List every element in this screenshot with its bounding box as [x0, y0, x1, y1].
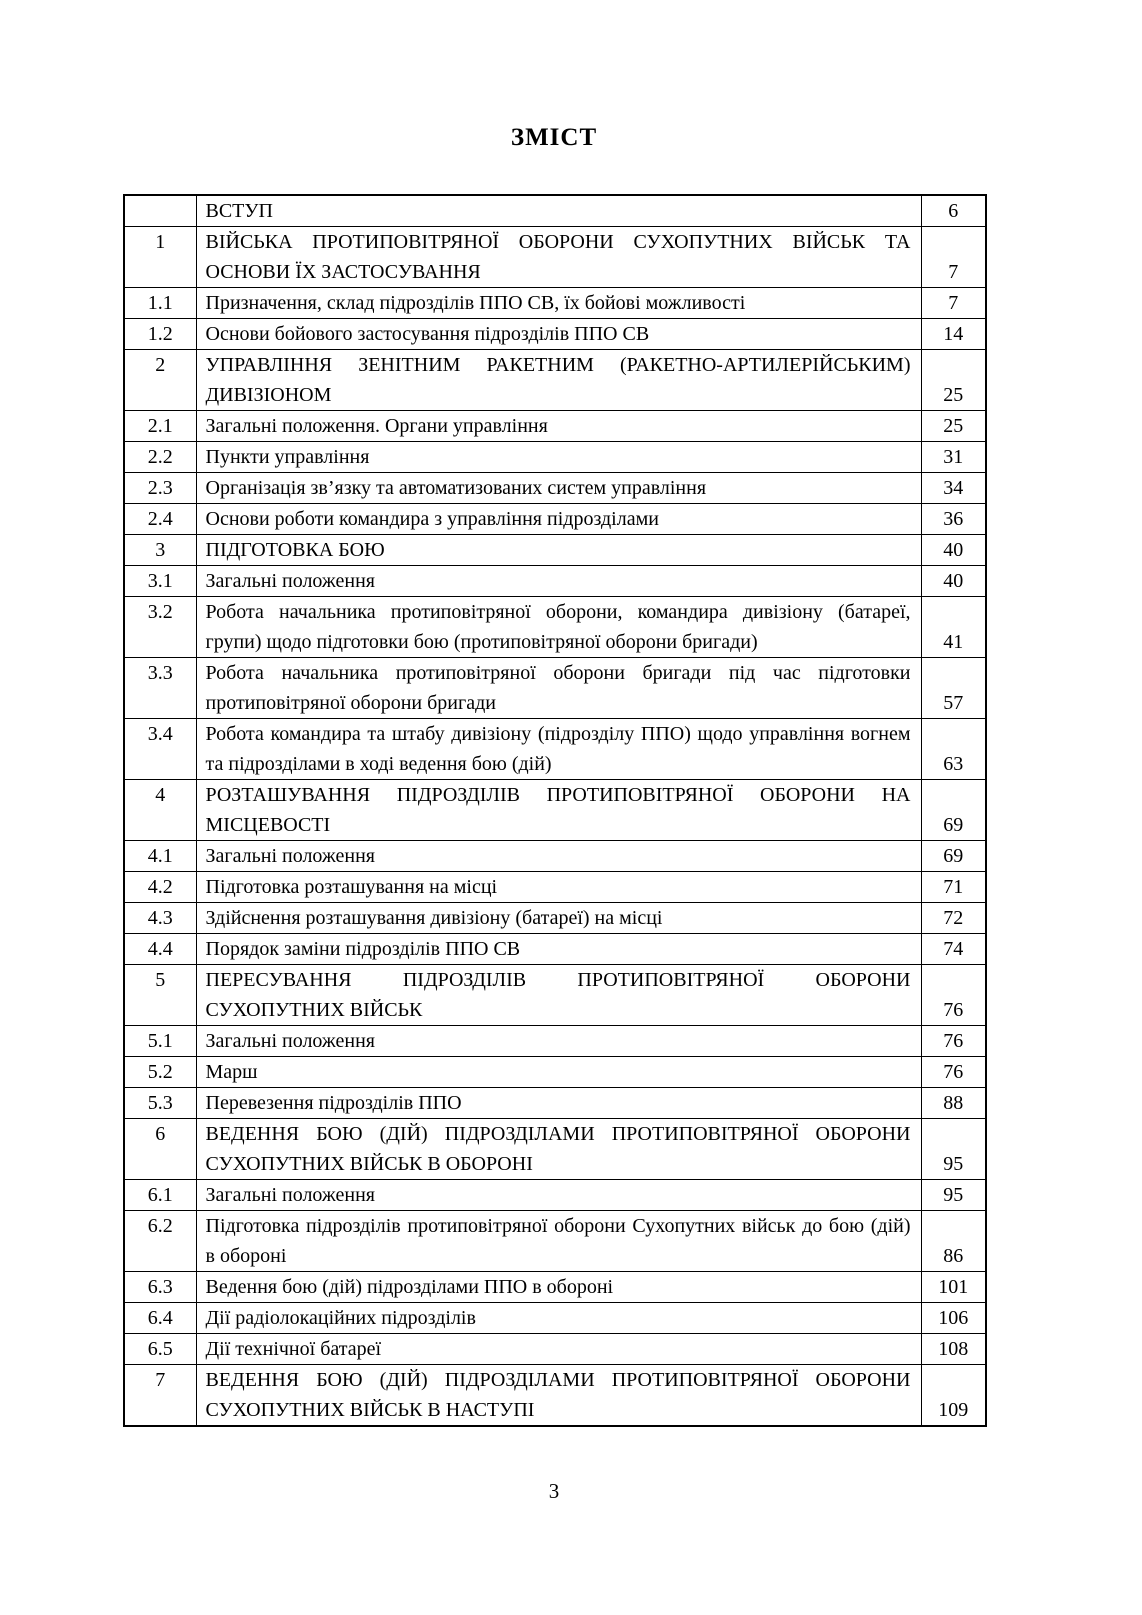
toc-row-page: 86	[921, 1211, 986, 1272]
toc-row-page: 101	[921, 1272, 986, 1303]
toc-row	[124, 411, 986, 442]
toc-row	[124, 841, 986, 872]
toc-row-number: 3.3	[124, 658, 196, 719]
toc-row-number: 5.1	[124, 1026, 196, 1057]
toc-row	[124, 934, 986, 965]
toc-row-title: Основи роботи командира з управління підрозділами	[196, 504, 921, 535]
toc-row-number: 1	[124, 227, 196, 288]
toc-row	[124, 473, 986, 504]
toc-row-title: ВЕДЕННЯ БОЮ (ДІЙ) ПІДРОЗДІЛАМИ ПРОТИПОВІТРЯНОЇ ОБОРОНИ СУХОПУТНИХ ВІЙСЬК В ОБОРОНІ	[196, 1119, 921, 1180]
toc-row-title: Здійснення розташування дивізіону (батареї) на місці	[196, 903, 921, 934]
toc-row-page: 57	[921, 658, 986, 719]
toc-row-page: 88	[921, 1088, 986, 1119]
toc-row	[124, 1365, 986, 1427]
toc-row-title: Марш	[196, 1057, 921, 1088]
toc-row-number: 5.2	[124, 1057, 196, 1088]
toc-row-page: 69	[921, 780, 986, 841]
toc-row	[124, 872, 986, 903]
toc-row-title: ВСТУП	[196, 195, 921, 227]
toc-row-number: 1.1	[124, 288, 196, 319]
page-title: ЗМІСТ	[510, 124, 598, 151]
toc-row-page: 95	[921, 1119, 986, 1180]
toc-row-title: Основи бойового застосування підрозділів ППО СВ	[196, 319, 921, 350]
toc-row	[124, 1026, 986, 1057]
toc-row-title: Загальні положення	[196, 1026, 921, 1057]
toc-row-page: 106	[921, 1303, 986, 1334]
toc-row-number: 3.4	[124, 719, 196, 780]
toc-row-title: Організація зв’язку та автоматизованих систем управління	[196, 473, 921, 504]
toc-row-page: 41	[921, 597, 986, 658]
toc-row-page: 76	[921, 965, 986, 1026]
toc-row-title: РОЗТАШУВАННЯ ПІДРОЗДІЛІВ ПРОТИПОВІТРЯНОЇ ОБОРОНИ НА МІСЦЕВОСТІ	[196, 780, 921, 841]
toc-row-title: Призначення, склад підрозділів ППО СВ, їх бойові можливості	[196, 288, 921, 319]
toc-table-body	[124, 195, 986, 1426]
toc-row-title: Робота командира та штабу дивізіону (підрозділу ППО) щодо управління вогнем та підрозділами в ході ведення бою (дій)	[196, 719, 921, 780]
toc-row-number: 2.3	[124, 473, 196, 504]
toc-row	[124, 597, 986, 658]
toc-row-title: Дії технічної батареї	[196, 1334, 921, 1365]
toc-row	[124, 442, 986, 473]
toc-row-number: 4.4	[124, 934, 196, 965]
toc-row	[124, 535, 986, 566]
toc-row-title: Порядок заміни підрозділів ППО СВ	[196, 934, 921, 965]
toc-row-page: 7	[921, 288, 986, 319]
toc-row-title: Загальні положення	[196, 1180, 921, 1211]
toc-row-number: 6	[124, 1119, 196, 1180]
toc-row-number: 2.1	[124, 411, 196, 442]
toc-row-number: 2.2	[124, 442, 196, 473]
toc-row-title: Ведення бою (дій) підрозділами ППО в обороні	[196, 1272, 921, 1303]
toc-row	[124, 658, 986, 719]
toc-row-number: 6.5	[124, 1334, 196, 1365]
toc-row	[124, 319, 986, 350]
toc-row-page: 31	[921, 442, 986, 473]
toc-row-title: УПРАВЛІННЯ ЗЕНІТНИМ РАКЕТНИМ (РАКЕТНО-АРТИЛЕРІЙСЬКИМ) ДИВІЗІОНОМ	[196, 350, 921, 411]
toc-row-number	[124, 195, 196, 227]
toc-row-number: 6.3	[124, 1272, 196, 1303]
toc-row-page: 25	[921, 411, 986, 442]
toc-row	[124, 1119, 986, 1180]
toc-row	[124, 903, 986, 934]
toc-row-title: Підготовка підрозділів протиповітряної оборони Сухопутних військ до бою (дій) в обороні	[196, 1211, 921, 1272]
toc-row	[124, 504, 986, 535]
toc-row-title: Підготовка розташування на місці	[196, 872, 921, 903]
toc-row	[124, 1088, 986, 1119]
toc-row-number: 6.4	[124, 1303, 196, 1334]
toc-row-page: 108	[921, 1334, 986, 1365]
toc-row-title: Загальні положення. Органи управління	[196, 411, 921, 442]
toc-row-page: 36	[921, 504, 986, 535]
toc-row-number: 3	[124, 535, 196, 566]
toc-row	[124, 719, 986, 780]
toc-row-title: Перевезення підрозділів ППО	[196, 1088, 921, 1119]
toc-row-page: 95	[921, 1180, 986, 1211]
toc-row	[124, 1334, 986, 1365]
toc-row-title: Робота начальника протиповітряної оборони, командира дивізіону (батареї, групи) щодо підготовки бою (протиповітряної оборони бригади)	[196, 597, 921, 658]
toc-row	[124, 195, 986, 227]
toc-row-page: 6	[921, 195, 986, 227]
toc-row-number: 5	[124, 965, 196, 1026]
toc-row-title: Робота начальника протиповітряної оборони бригади під час підготовки протиповітряної оборони бригади	[196, 658, 921, 719]
toc-row-title: Загальні положення	[196, 566, 921, 597]
toc-row-title: ПІДГОТОВКА БОЮ	[196, 535, 921, 566]
toc-row-title: ВІЙСЬКА ПРОТИПОВІТРЯНОЇ ОБОРОНИ СУХОПУТНИХ ВІЙСЬК ТА ОСНОВИ ЇХ ЗАСТОСУВАННЯ	[196, 227, 921, 288]
toc-row-page: 14	[921, 319, 986, 350]
toc-row-number: 6.2	[124, 1211, 196, 1272]
toc-row-page: 40	[921, 566, 986, 597]
toc-row	[124, 566, 986, 597]
toc-row-page: 109	[921, 1365, 986, 1427]
toc-row-title: Дії радіолокаційних підрозділів	[196, 1303, 921, 1334]
toc-row-page: 34	[921, 473, 986, 504]
toc-row-page: 25	[921, 350, 986, 411]
toc-row	[124, 350, 986, 411]
toc-row-number: 2	[124, 350, 196, 411]
toc-row-number: 7	[124, 1365, 196, 1427]
toc-row	[124, 288, 986, 319]
toc-row-page: 69	[921, 841, 986, 872]
toc-row-number: 5.3	[124, 1088, 196, 1119]
toc-row-page: 7	[921, 227, 986, 288]
footer-page-number: 3	[548, 1479, 560, 1503]
toc-row	[124, 1272, 986, 1303]
toc-row-title: ВЕДЕННЯ БОЮ (ДІЙ) ПІДРОЗДІЛАМИ ПРОТИПОВІТРЯНОЇ ОБОРОНИ СУХОПУТНИХ ВІЙСЬК В НАСТУПІ	[196, 1365, 921, 1427]
toc-row	[124, 1303, 986, 1334]
toc-row-page: 71	[921, 872, 986, 903]
toc-row-title: ПЕРЕСУВАННЯ ПІДРОЗДІЛІВ ПРОТИПОВІТРЯНОЇ ОБОРОНИ СУХОПУТНИХ ВІЙСЬК	[196, 965, 921, 1026]
toc-row-number: 1.2	[124, 319, 196, 350]
toc-row	[124, 1180, 986, 1211]
toc-table	[123, 194, 987, 1427]
toc-row-page: 74	[921, 934, 986, 965]
toc-row	[124, 1057, 986, 1088]
toc-row-page: 63	[921, 719, 986, 780]
toc-row-page: 72	[921, 903, 986, 934]
toc-row-page: 76	[921, 1057, 986, 1088]
toc-row-title: Загальні положення	[196, 841, 921, 872]
toc-row-page: 76	[921, 1026, 986, 1057]
toc-row-number: 3.1	[124, 566, 196, 597]
toc-row-page: 40	[921, 535, 986, 566]
toc-row-number: 2.4	[124, 504, 196, 535]
toc-row-title: Пункти управління	[196, 442, 921, 473]
toc-row	[124, 965, 986, 1026]
toc-row-number: 4.2	[124, 872, 196, 903]
toc-row-number: 6.1	[124, 1180, 196, 1211]
toc-row	[124, 1211, 986, 1272]
toc-row	[124, 780, 986, 841]
toc-row-number: 3.2	[124, 597, 196, 658]
toc-row-number: 4	[124, 780, 196, 841]
toc-row	[124, 227, 986, 288]
toc-row-number: 4.3	[124, 903, 196, 934]
toc-row-number: 4.1	[124, 841, 196, 872]
